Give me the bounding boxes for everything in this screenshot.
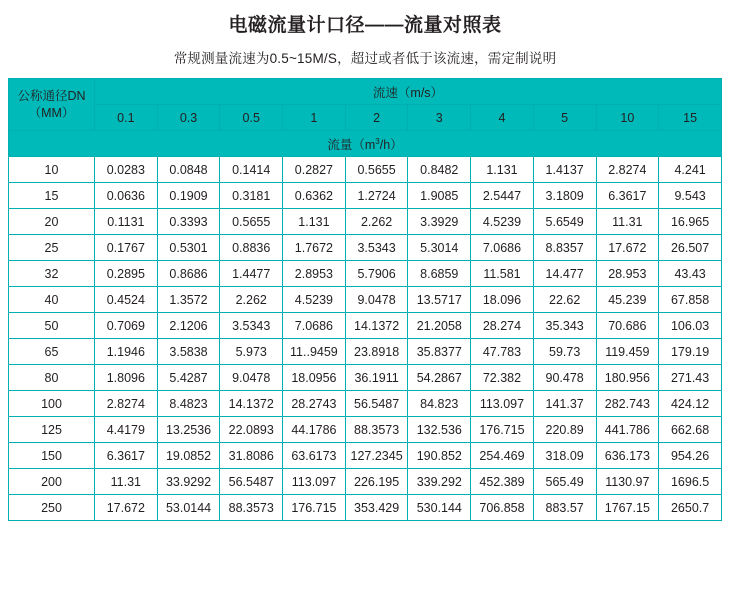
table-row [9, 339, 722, 365]
cell-flow-value: 7.0686 [283, 313, 346, 339]
cell-flow-value: 0.6362 [283, 183, 346, 209]
cell-flow-value: 53.0144 [157, 495, 220, 521]
cell-flow-value: 106.03 [659, 313, 722, 339]
page-subtitle: 常规测量流速为0.5~15M/S，超过或者低于该流速，需定制说明 [173, 51, 557, 66]
cell-flow-value: 1.8096 [95, 365, 158, 391]
cell-nominal-diameter: 32 [9, 261, 95, 287]
table-row [9, 443, 722, 469]
table-row [9, 313, 722, 339]
cell-flow-value: 0.1767 [95, 235, 158, 261]
cell-flow-value: 2.262 [345, 209, 408, 235]
cell-flow-value: 113.097 [283, 469, 346, 495]
cell-flow-value: 28.953 [596, 261, 659, 287]
header-nominal-diameter [9, 79, 95, 131]
cell-flow-value: 706.858 [471, 495, 534, 521]
cell-flow-value: 18.096 [471, 287, 534, 313]
cell-flow-value: 22.62 [533, 287, 596, 313]
header-velocity-5: 3 [408, 105, 471, 131]
cell-flow-value: 0.1131 [95, 209, 158, 235]
cell-flow-value: 11..9459 [283, 339, 346, 365]
cell-flow-value: 19.0852 [157, 443, 220, 469]
cell-flow-value: 13.2536 [157, 417, 220, 443]
cell-flow-value: 5.7906 [345, 261, 408, 287]
cell-flow-value: 1696.5 [659, 469, 722, 495]
cell-flow-value: 3.5343 [220, 313, 283, 339]
cell-flow-value: 1.7672 [283, 235, 346, 261]
cell-flow-value: 662.68 [659, 417, 722, 443]
cell-nominal-diameter: 50 [9, 313, 95, 339]
cell-flow-value: 0.5655 [345, 157, 408, 183]
header-velocity-0: 0.1 [95, 105, 158, 131]
cell-flow-value: 28.274 [471, 313, 534, 339]
cell-flow-value: 565.49 [533, 469, 596, 495]
table-row [9, 261, 722, 287]
cell-nominal-diameter: 40 [9, 287, 95, 313]
cell-flow-value: 3.5838 [157, 339, 220, 365]
cell-nominal-diameter: 125 [9, 417, 95, 443]
header-velocity-2: 0.5 [220, 105, 283, 131]
cell-nominal-diameter: 200 [9, 469, 95, 495]
cell-flow-value: 8.8357 [533, 235, 596, 261]
cell-flow-value: 0.0283 [95, 157, 158, 183]
cell-flow-value: 18.0956 [283, 365, 346, 391]
cell-flow-value: 954.26 [659, 443, 722, 469]
cell-flow-value: 1.131 [283, 209, 346, 235]
cell-flow-value: 0.0636 [95, 183, 158, 209]
cell-flow-value: 16.965 [659, 209, 722, 235]
cell-flow-value: 17.672 [596, 235, 659, 261]
cell-flow-value: 0.8836 [220, 235, 283, 261]
table-row [9, 209, 722, 235]
header-dn-line1: 公称通径DN [17, 88, 86, 103]
cell-flow-value: 33.9292 [157, 469, 220, 495]
cell-flow-value: 47.783 [471, 339, 534, 365]
cell-flow-value: 0.8482 [408, 157, 471, 183]
cell-flow-value: 176.715 [283, 495, 346, 521]
cell-flow-value: 1.1946 [95, 339, 158, 365]
cell-flow-value: 1.4477 [220, 261, 283, 287]
cell-flow-value: 0.7069 [95, 313, 158, 339]
table-row [9, 391, 722, 417]
cell-flow-value: 180.956 [596, 365, 659, 391]
header-velocity-9: 15 [659, 105, 722, 131]
table-header-row-velocity-values [9, 105, 722, 131]
cell-flow-value: 2.8274 [596, 157, 659, 183]
cell-flow-value: 28.2743 [283, 391, 346, 417]
cell-flow-value: 88.3573 [345, 417, 408, 443]
cell-flow-value: 6.3617 [596, 183, 659, 209]
flow-comparison-table [8, 78, 722, 521]
cell-flow-value: 226.195 [345, 469, 408, 495]
cell-flow-value: 5.4287 [157, 365, 220, 391]
table-body [9, 157, 722, 521]
cell-nominal-diameter: 65 [9, 339, 95, 365]
header-velocity-8: 10 [596, 105, 659, 131]
header-velocity-3: 1 [283, 105, 346, 131]
cell-flow-value: 11.581 [471, 261, 534, 287]
cell-flow-value: 8.6859 [408, 261, 471, 287]
cell-flow-value: 2.8274 [95, 391, 158, 417]
cell-flow-value: 2.5447 [471, 183, 534, 209]
cell-flow-value: 1.3572 [157, 287, 220, 313]
cell-flow-value: 0.8686 [157, 261, 220, 287]
cell-flow-value: 113.097 [471, 391, 534, 417]
cell-flow-value: 6.3617 [95, 443, 158, 469]
cell-nominal-diameter: 10 [9, 157, 95, 183]
table-row [9, 417, 722, 443]
cell-flow-value: 127.2345 [345, 443, 408, 469]
cell-flow-value: 63.6173 [283, 443, 346, 469]
header-dn-line2: （MM） [28, 105, 75, 120]
cell-flow-value: 424.12 [659, 391, 722, 417]
cell-flow-value: 452.389 [471, 469, 534, 495]
table-flow-band-row [9, 131, 722, 157]
flow-band-label: 流量$(m^3/h)$ [9, 131, 722, 157]
cell-flow-value: 0.2895 [95, 261, 158, 287]
cell-flow-value: 0.3393 [157, 209, 220, 235]
cell-flow-value: 43.43 [659, 261, 722, 287]
cell-flow-value: 2650.7 [659, 495, 722, 521]
cell-flow-value: 4.5239 [283, 287, 346, 313]
cell-flow-value: 36.1911 [345, 365, 408, 391]
cell-flow-value: 84.823 [408, 391, 471, 417]
cell-flow-value: 318.09 [533, 443, 596, 469]
cell-nominal-diameter: 100 [9, 391, 95, 417]
cell-flow-value: 254.469 [471, 443, 534, 469]
cell-flow-value: 7.0686 [471, 235, 534, 261]
cell-flow-value: 44.1786 [283, 417, 346, 443]
cell-flow-value: 88.3573 [220, 495, 283, 521]
cell-nominal-diameter: 80 [9, 365, 95, 391]
cell-nominal-diameter: 150 [9, 443, 95, 469]
cell-flow-value: 70.686 [596, 313, 659, 339]
header-velocity-6: 4 [471, 105, 534, 131]
cell-flow-value: 4.4179 [95, 417, 158, 443]
cell-flow-value: 2.8953 [283, 261, 346, 287]
cell-flow-value: 3.3929 [408, 209, 471, 235]
cell-flow-value: 11.31 [596, 209, 659, 235]
cell-flow-value: 9.0478 [345, 287, 408, 313]
cell-flow-value: 1767.15 [596, 495, 659, 521]
table-row [9, 235, 722, 261]
cell-flow-value: 282.743 [596, 391, 659, 417]
cell-flow-value: 13.5717 [408, 287, 471, 313]
cell-flow-value: 72.382 [471, 365, 534, 391]
table-row [9, 183, 722, 209]
cell-flow-value: 11.31 [95, 469, 158, 495]
header-velocity-7: 5 [533, 105, 596, 131]
cell-flow-value: 31.8086 [220, 443, 283, 469]
cell-flow-value: 2.1206 [157, 313, 220, 339]
cell-flow-value: 271.43 [659, 365, 722, 391]
cell-flow-value: 54.2867 [408, 365, 471, 391]
cell-flow-value: 35.343 [533, 313, 596, 339]
header-velocity-1: 0.3 [157, 105, 220, 131]
cell-flow-value: 0.1414 [220, 157, 283, 183]
cell-flow-value: 1.9085 [408, 183, 471, 209]
cell-flow-value: 1.4137 [533, 157, 596, 183]
table-row [9, 157, 722, 183]
cell-flow-value: 1.131 [471, 157, 534, 183]
cell-flow-value: 5.3014 [408, 235, 471, 261]
cell-flow-value: 119.459 [596, 339, 659, 365]
cell-flow-value: 14.477 [533, 261, 596, 287]
cell-flow-value: 90.478 [533, 365, 596, 391]
header-velocity: 流速（m/s） [95, 79, 722, 105]
header-velocity-4: 2 [345, 105, 408, 131]
table-row [9, 495, 722, 521]
cell-nominal-diameter: 250 [9, 495, 95, 521]
cell-flow-value: 23.8918 [345, 339, 408, 365]
cell-flow-value: 5.973 [220, 339, 283, 365]
cell-flow-value: 59.73 [533, 339, 596, 365]
cell-flow-value: 0.5655 [220, 209, 283, 235]
cell-flow-value: 21.2058 [408, 313, 471, 339]
cell-nominal-diameter: 15 [9, 183, 95, 209]
cell-flow-value: 5.6549 [533, 209, 596, 235]
cell-flow-value: 0.3181 [220, 183, 283, 209]
cell-flow-value: 67.858 [659, 287, 722, 313]
cell-flow-value: 530.144 [408, 495, 471, 521]
cell-flow-value: 22.0893 [220, 417, 283, 443]
cell-flow-value: 441.786 [596, 417, 659, 443]
cell-flow-value: 45.239 [596, 287, 659, 313]
page-title: 电磁流量计口径——流量对照表 [228, 15, 502, 36]
cell-flow-value: 141.37 [533, 391, 596, 417]
cell-flow-value: 9.0478 [220, 365, 283, 391]
cell-flow-value: 179.19 [659, 339, 722, 365]
cell-flow-value: 2.262 [220, 287, 283, 313]
cell-nominal-diameter: 25 [9, 235, 95, 261]
cell-flow-value: 132.536 [408, 417, 471, 443]
cell-flow-value: 56.5487 [220, 469, 283, 495]
cell-flow-value: 3.1809 [533, 183, 596, 209]
cell-flow-value: 883.57 [533, 495, 596, 521]
cell-flow-value: 4.241 [659, 157, 722, 183]
table-row [9, 287, 722, 313]
cell-flow-value: 0.4524 [95, 287, 158, 313]
table-head [9, 79, 722, 157]
cell-flow-value: 56.5487 [345, 391, 408, 417]
cell-flow-value: 14.1372 [345, 313, 408, 339]
cell-flow-value: 8.4823 [157, 391, 220, 417]
cell-flow-value: 636.173 [596, 443, 659, 469]
cell-flow-value: 176.715 [471, 417, 534, 443]
cell-flow-value: 35.8377 [408, 339, 471, 365]
cell-flow-value: 0.5301 [157, 235, 220, 261]
table-header-row-velocity [9, 79, 722, 105]
cell-flow-value: 14.1372 [220, 391, 283, 417]
cell-flow-value: 353.429 [345, 495, 408, 521]
cell-flow-value: 0.2827 [283, 157, 346, 183]
cell-flow-value: 9.543 [659, 183, 722, 209]
cell-flow-value: 17.672 [95, 495, 158, 521]
cell-flow-value: 3.5343 [345, 235, 408, 261]
table-row [9, 469, 722, 495]
cell-flow-value: 190.852 [408, 443, 471, 469]
cell-flow-value: 0.0848 [157, 157, 220, 183]
cell-flow-value: 0.1909 [157, 183, 220, 209]
cell-flow-value: 4.5239 [471, 209, 534, 235]
table-row [9, 365, 722, 391]
cell-flow-value: 220.89 [533, 417, 596, 443]
page-container [0, 10, 730, 521]
cell-nominal-diameter: 20 [9, 209, 95, 235]
cell-flow-value: 339.292 [408, 469, 471, 495]
cell-flow-value: 1.2724 [345, 183, 408, 209]
cell-flow-value: 26.507 [659, 235, 722, 261]
cell-flow-value: 1130.97 [596, 469, 659, 495]
